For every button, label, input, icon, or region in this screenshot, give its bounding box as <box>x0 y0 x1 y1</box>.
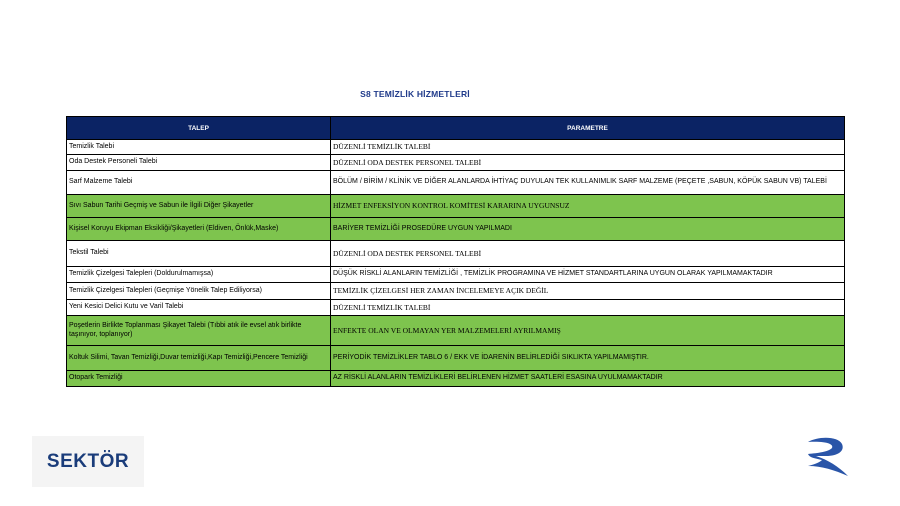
parametre-cell: DÜZENLİ TEMİZLİK TALEBİ <box>331 140 845 155</box>
parametre-cell: PERİYODİK TEMİZLİKLER TABLO 6 / EKK VE İDARENİN BELİRLEDİĞİ SIKLIKTA YAPILMAMIŞTIR. <box>331 346 845 371</box>
table-row <box>67 171 845 195</box>
parametre-cell: DÜZENLİ TEMİZLİK TALEBİ <box>331 300 845 316</box>
talep-cell: Tekstil Talebi <box>67 241 331 267</box>
talep-parametre-table <box>66 116 845 387</box>
table-row <box>67 300 845 316</box>
parametre-cell: DÜZENLİ ODA DESTEK PERSONEL TALEBİ <box>331 155 845 171</box>
parametre-cell: DÜZENLİ ODA DESTEK PERSONEL TALEBİ <box>331 241 845 267</box>
parametre-cell: BÖLÜM / BİRİM / KLİNİK VE DİĞER ALANLARDA İHTİYAÇ DUYULAN TEK KULLANIMLIK SARF MALZEME (PEÇETE ,SABUN, KÖPÜK SABUN VB) TALEBİ <box>331 171 845 195</box>
parametre-cell: ENFEKTE OLAN VE OLMAYAN YER MALZEMELERİ AYRILMAMIŞ <box>331 316 845 346</box>
table-row <box>67 195 845 218</box>
table-header-row <box>67 117 845 140</box>
table-row <box>67 283 845 300</box>
table-row <box>67 218 845 241</box>
table-row <box>67 155 845 171</box>
page-title: S8 TEMİZLİK HİZMETLERİ <box>360 89 470 99</box>
talep-cell: Temizlik Talebi <box>67 140 331 155</box>
talep-cell: Sarf Malzeme Talebi <box>67 171 331 195</box>
table-row <box>67 241 845 267</box>
talep-cell: Otopark Temizliği <box>67 371 331 387</box>
table-row <box>67 140 845 155</box>
sektor-logo <box>32 436 144 487</box>
talep-cell: Poşetlerin Birlikte Toplanması Şikayet Talebi (Tıbbi atık ile evsel atık birlikte taşınıyor, toplanıyor) <box>67 316 331 346</box>
talep-cell: Koltuk Silimi, Tavan Temizliği,Duvar temizliği,Kapı Temizliği,Pencere Temizliği <box>67 346 331 371</box>
sektor-logo-text: SEKTÖR <box>46 450 130 472</box>
table-row <box>67 316 845 346</box>
talep-cell: Oda Destek Personeli Talebi <box>67 155 331 171</box>
header-talep: TALEP <box>67 117 331 140</box>
parametre-cell: TEMİZLİK ÇİZELGESİ HER ZAMAN İNCELEMEYE AÇIK DEĞİL <box>331 283 845 300</box>
table-row <box>67 267 845 283</box>
talep-cell: Yeni Kesici Delici Kutu ve Varil Talebi <box>67 300 331 316</box>
talep-cell: Kişisel Koruyu Ekipman Eksikliği/Şikayetleri (Eldiven, Önlük,Maske) <box>67 218 331 241</box>
table-row <box>67 346 845 371</box>
talep-cell: Temizlik Çizelgesi Talepleri (Doldurulmamışsa) <box>67 267 331 283</box>
company-r-logo-icon <box>804 436 850 478</box>
parametre-cell: HİZMET ENFEKSİYON KONTROL KOMİTESİ KARARINA UYGUNSUZ <box>331 195 845 218</box>
header-parametre: PARAMETRE <box>331 117 845 140</box>
parametre-cell: DÜŞÜK RİSKLİ ALANLARIN TEMİZLİĞİ , TEMİZLİK PROGRAMINA VE HİZMET STANDARTLARINA UYGUN OLARAK YAPILMAMAKTADIR <box>331 267 845 283</box>
parametre-cell: BARİYER TEMİZLİĞİ PROSEDÜRE UYGUN YAPILMADI <box>331 218 845 241</box>
table-row <box>67 371 845 387</box>
parametre-cell: AZ RİSKLİ ALANLARIN TEMİZLİKLERİ BELİRLENEN HİZMET SAATLERİ ESASINA UYULMAMAKTADIR <box>331 371 845 387</box>
talep-cell: Temizlik Çizelgesi Talepleri (Geçmişe Yönelik Talep Ediliyorsa) <box>67 283 331 300</box>
talep-cell: Sıvı Sabun Tarihi Geçmiş ve Sabun ile İlgili Diğer Şikayetler <box>67 195 331 218</box>
